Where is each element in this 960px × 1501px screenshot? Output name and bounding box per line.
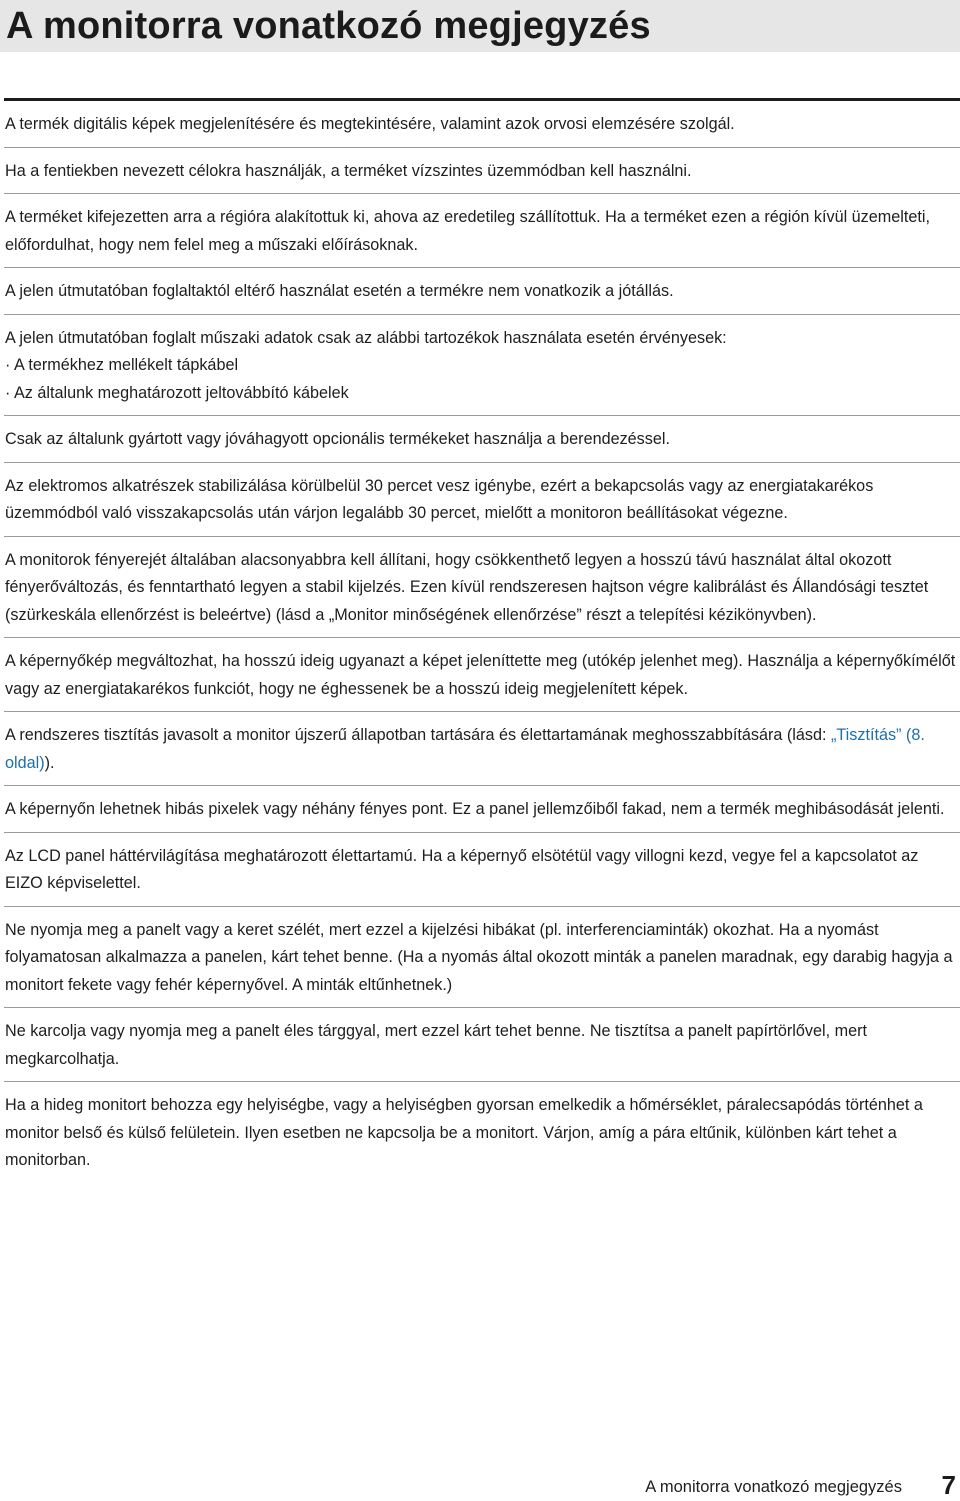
paragraph: A képernyőkép megváltozhat, ha hosszú ideig ugyanazt a képet jeleníttette meg (utókép jelenhet meg). Használja a képernyőkímélőt vagy az energiatakarékos funkciót, hogy ne éghessenek be a hosszú ideig megjelenített képek. <box>5 652 956 698</box>
section-afterimage <box>4 638 960 712</box>
cleaning-text-end: ). <box>44 753 55 772</box>
paragraph: A monitorok fényerejét általában alacsonyabbra kell állítani, hogy csökkenthető legyen a hosszú távú használat által okozott fényerőváltozás, és fenntartható legyen a stabil kijelzés. Ezen kívül rendszeresen hajtson végre kalibrálást és Állandósági tesztet (szürkeskála ellenőrzést is beleértve) (lásd a „Monitor minőségének ellenőrzése” részt a telepítési kézikönyvben). <box>5 550 929 624</box>
accessory-list <box>5 352 960 407</box>
section-region <box>4 194 960 268</box>
paragraph: Ne karcolja vagy nyomja meg a panelt éles tárggyal, mert ezzel kárt tehet benne. Ne tisztítsa a panelt papírtörlővel, mert megkarcolhatja. <box>5 1022 867 1068</box>
paragraph: A terméket kifejezetten arra a régióra alakítottuk ki, ahova az eredetileg szállítottuk. Ha a terméket ezen a régión kívül üzemelteti, előfordulhat, hogy nem felel meg a műszaki előírásoknak. <box>5 208 930 254</box>
paragraph: A termék digitális képek megjelenítésére és megtekintésére, valamint azok orvosi elemzésére szolgál. <box>5 115 735 133</box>
section-cleaning <box>4 712 960 786</box>
cleaning-link[interactable]: „Tisztítás” (8. oldal) <box>5 726 925 772</box>
section-orientation <box>4 148 960 195</box>
paragraph: Ha a fentiekben nevezett célokra használják, a terméket vízszintes üzemmódban kell használni. <box>5 161 692 180</box>
section-pixels <box>4 786 960 833</box>
section-warmup <box>4 463 960 537</box>
paragraph <box>5 722 960 777</box>
section-scratch <box>4 1008 960 1082</box>
section-brightness <box>4 537 960 639</box>
paragraph: Az LCD panel háttérvilágítása meghatározott élettartamú. Ha a képernyő elsötétül vagy villogni kezd, vegye fel a kapcsolatot az EIZO képviselettel. <box>5 846 919 892</box>
paragraph: Ne nyomja meg a panelt vagy a keret szélét, mert ezzel a kijelzési hibákat (pl. interferenciaminták) okozhat. Ha a nyomást folyamatosan alkalmazza a panelen, kárt tehet benne. (Ha a nyomás által okozott minták a panelen maradnak, egy darabig hagyja a monitort fekete vagy fehér képernyővel. A minták eltűnhetnek.) <box>5 920 953 994</box>
section-condensation <box>4 1082 960 1183</box>
list-item: · A termékhez mellékelt tápkábel <box>5 352 960 380</box>
paragraph: A jelen útmutatóban foglaltaktól eltérő használat esetén a termékre nem vonatkozik a jótállás. <box>5 282 674 300</box>
cleaning-text: A rendszeres tisztítás javasolt a monitor újszerű állapotban tartására és élettartamának meghosszabbítására (lásd: <box>5 726 831 744</box>
page-number: 7 <box>941 1470 956 1500</box>
section-pressure <box>4 907 960 1009</box>
paragraph: A jelen útmutatóban foglalt műszaki adatok csak az alábbi tartozékok használata esetén érvényesek: <box>5 328 727 347</box>
list-item: · Az általunk meghatározott jeltovábbító kábelek <box>5 380 960 408</box>
section-backlight <box>4 833 960 907</box>
paragraph: Ha a hideg monitort behozza egy helyiségbe, vagy a helyiségben gyorsan emelkedik a hőmérséklet, páralecsapódás történhet a monitor belső és külső felületein. Ilyen esetben ne kapcsolja be a monitort. Várjon, amíg a pára eltűnik, különben kárt tehet a monitorban. <box>5 1096 923 1169</box>
notice-sections <box>4 101 960 1183</box>
section-accessories <box>4 315 960 417</box>
section-purpose <box>4 101 960 148</box>
title-band <box>0 0 960 52</box>
section-warranty <box>4 268 960 315</box>
page-title: A monitorra vonatkozó megjegyzés <box>6 5 651 47</box>
paragraph: Az elektromos alkatrészek stabilizálása körülbelül 30 percet vesz igénybe, ezért a bekapcsolás vagy az energiatakarékos üzemmódból való visszakapcsolás után várjon legalább 30 percet, mielőtt a monitoron beállításokat végezne. <box>5 476 874 522</box>
paragraph: Csak az általunk gyártott vagy jóváhagyott opcionális termékeket használja a berendezéssel. <box>5 430 670 448</box>
paragraph: A képernyőn lehetnek hibás pixelek vagy néhány fényes pont. Ez a panel jellemzőiből fakad, nem a termék meghibásodását jelenti. <box>5 800 945 818</box>
footer-label: A monitorra vonatkozó megjegyzés <box>645 1478 902 1496</box>
section-options <box>4 416 960 463</box>
